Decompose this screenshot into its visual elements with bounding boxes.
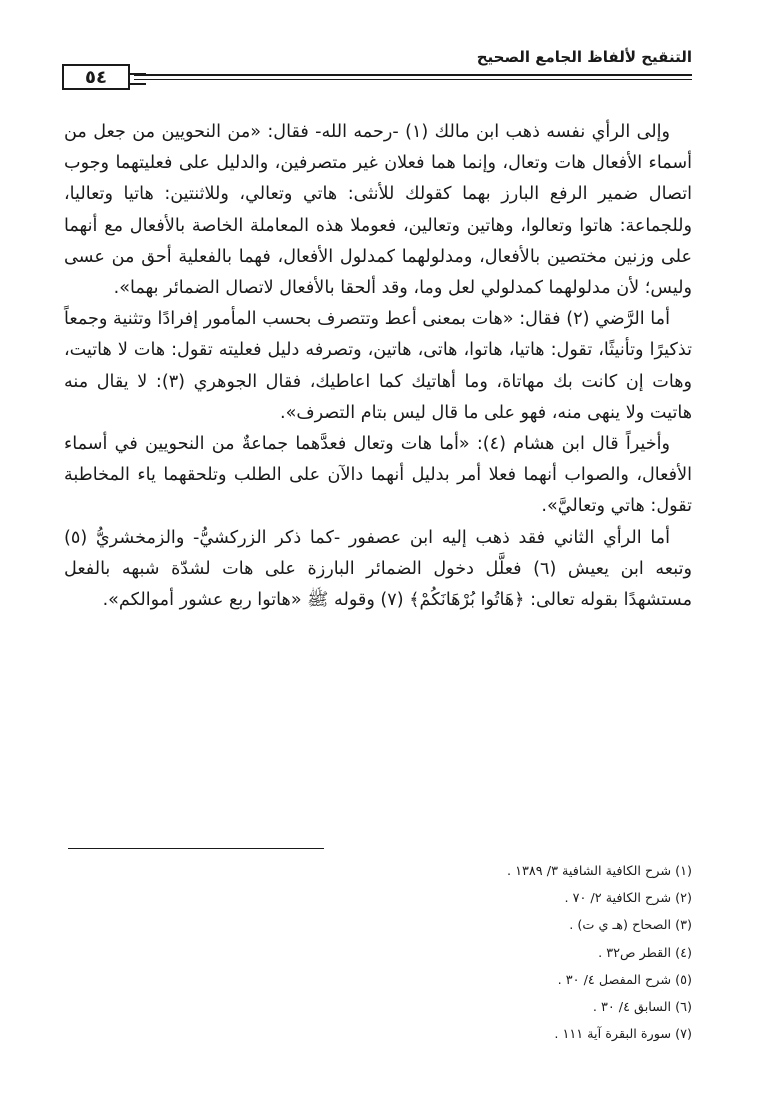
paragraph-second-opinion: أما الرأي الثاني فقد ذهب إليه ابن عصفور -كما ذكر الزركشيُّ- والزمخشريُّ (٥) وتبعه ابن يعيش (٦) فعلَّل دخول الضمائر البارزة على هات لشدّة شبهه بالفعل مستشهدًا بقوله تعالى: ﴿هَاتُوا بُرْهَانَكُمْ﴾ (٧) وقوله ﷺ «هاتوا ربع عشور أموالكم». <box>64 527 692 611</box>
footnote-item: (٦) السابق ٤/ ٣٠ . <box>592 1000 692 1016</box>
main-text <box>64 117 692 616</box>
footnote-item: (٥) شرح المفصل ٤/ ٣٠ . <box>557 972 692 988</box>
page-number-ornament <box>130 73 146 85</box>
footnote-item: (٧) سورة البقرة آية ١١١ . <box>554 1027 692 1043</box>
running-title: التنقيح لألفاظ الجامع الصحيح <box>476 48 692 66</box>
footnote-item: (٢) شرح الكافية ٢/ ٧٠ . <box>564 891 692 907</box>
footnotes <box>64 858 692 1048</box>
paragraph-ibn-hisham: وأخيراً قال ابن هشام (٤): «أما هات وتعال فعدَّهما جماعةٌ من النحويين في أسماء الأفعال، والصواب أنهما فعلا أمر بدليل أنهما دالآن على الطلب وتلحقهما ياء المخاطبة تقول: هاتي وتعاليَّ». <box>64 434 692 517</box>
page-number-box <box>62 64 130 90</box>
paragraph-radi: أما الرَّضي (٢) فقال: «هات بمعنى أعط وتتصرف بحسب المأمور إفرادًا وتثنية وجمعاً تذكيرًا وتأنيثًا، تقول: هاتيا، هاتوا، هاتى، هاتين، وتصرفه دليل فعليته تقول: هات لا هاتيت، وهات إن كانت بك مهاتاة، وما أهاتيك كما اعاطيك، فقال الجوهري (٣): لا يقال منه هاتيت ولا ينهى منه، فهو على ما قال ليس بتام التصرف». <box>64 309 692 423</box>
footnote-separator <box>68 848 324 849</box>
footnote-item: (١) شرح الكافية الشافية ٣/ ١٣٨٩ . <box>507 864 692 879</box>
footnote-item: (٤) القطر ص٣٢ . <box>598 945 692 961</box>
paragraph-ibn-malik: وإلى الرأي نفسه ذهب ابن مالك (١) -رحمه الله- فقال: «من النحويين من جعل من أسماء الأفعال هات وتعال، وإنما هما فعلان غير متصرفين، والدليل على فعليتهما وجوب اتصال ضمير الرفع البارز بهما كقولك للأنثى: هاتي وتعالي، وللاثنتين: هاتيا وتعاليا، وللجماعة: هاتوا وتعالوا، وهاتين وتعالين، فعوملا هذه المعاملة الخاصة بالأفعال مع أنهما على وزنين مختصين بالأفعال، ومدلولهما كمدلول الأفعال، فهما بالفعلية أحق من عسى وليس؛ لأن مدلولهما كمدلولي لعل وما، وقد ألحقا بالأفعال لاتصال الضمائر بهما». <box>64 122 692 299</box>
header-rule <box>134 74 692 76</box>
page-number: ٥٤ <box>85 66 107 88</box>
page-header <box>62 40 692 92</box>
footnote-item: (٣) الصحاح (هـ ي ت) . <box>569 918 692 934</box>
header-rule-thin <box>134 79 692 80</box>
